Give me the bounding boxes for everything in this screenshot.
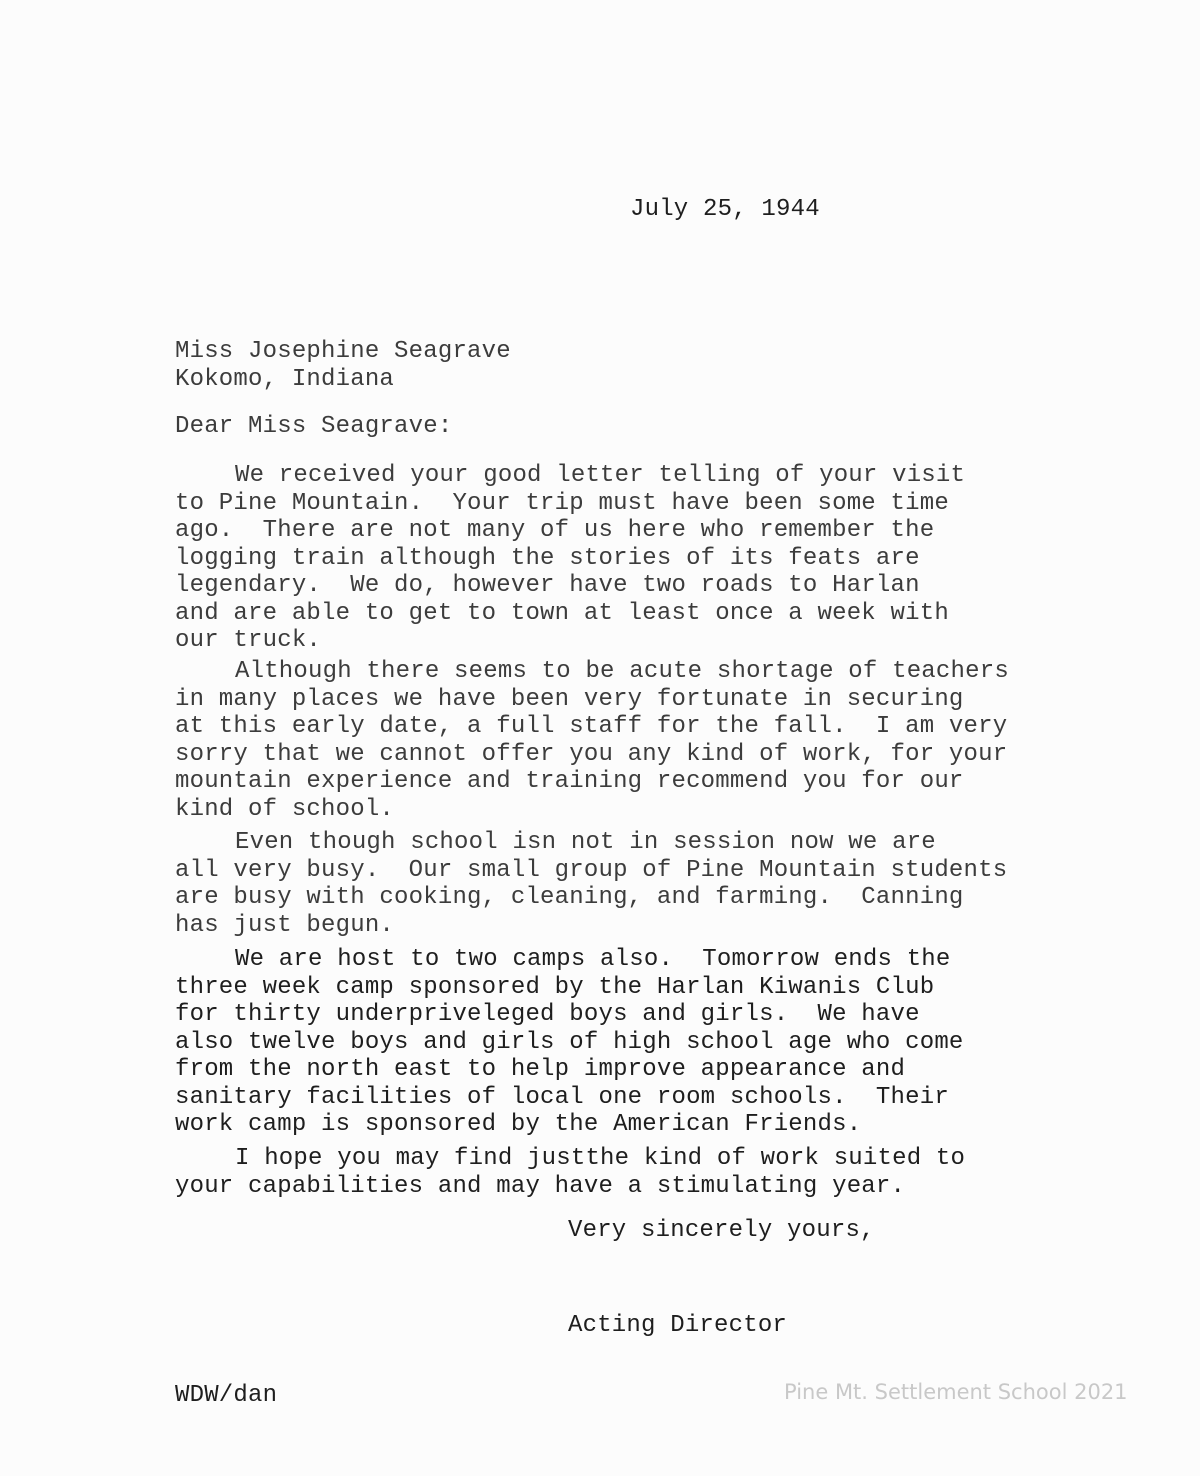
letter-date: July 25, 1944 (630, 196, 820, 223)
text-line: all very busy. Our small group of Pine Mountain students (175, 856, 1008, 884)
signature-title: Acting Director (568, 1312, 788, 1339)
recipient-address (175, 338, 511, 393)
text-line: your capabilities and may have a stimulating year. (175, 1172, 906, 1200)
watermark: Pine Mt. Settlement School 2021 (784, 1380, 1128, 1404)
text-line: ago. There are not many of us here who remember the (175, 517, 935, 544)
text-line: to Pine Mountain. Your trip must have been some time (175, 489, 949, 517)
text-line: I hope you may find justthe kind of work suited to (235, 1145, 966, 1172)
text-line: We are host to two camps also. Tomorrow ends the (235, 946, 951, 973)
text-line: at this early date, a full staff for the fall. I am very (175, 713, 1008, 740)
salutation: Dear Miss Seagrave: (175, 413, 453, 440)
text-line: kind of school. (175, 795, 395, 823)
text-line: Even though school isn not in session now we are (235, 829, 936, 856)
text-line: in many places we have been very fortunate in securing (175, 685, 964, 713)
text-line: are busy with cooking, cleaning, and farming. Canning (175, 884, 964, 911)
text-line: our truck. (175, 627, 322, 654)
paragraph-3 (175, 829, 1007, 939)
closing: Very sincerely yours, (568, 1217, 875, 1244)
paragraph-5 (175, 1145, 965, 1200)
text-line: also twelve boys and girls of high school age who come (175, 1028, 964, 1056)
typist-initials: WDW/dan (175, 1382, 278, 1409)
text-line: Although there seems to be acute shortage of teachers (235, 658, 1009, 685)
text-line: logging train although the stories of its feats are (175, 544, 920, 572)
paragraph-1 (175, 462, 965, 655)
text-line: sorry that we cannot offer you any kind of work, for your (175, 740, 1008, 768)
text-line: from the north east to help improve appearance and (175, 1056, 906, 1083)
paragraph-4 (175, 946, 964, 1139)
recipient-name: Miss Josephine Seagrave (175, 338, 511, 365)
paragraph-2 (175, 658, 1009, 823)
text-line: sanitary facilities of local one room schools. Their (175, 1083, 949, 1111)
text-line: mountain experience and training recommend you for our (175, 768, 964, 795)
recipient-location: Kokomo, Indiana (175, 365, 395, 393)
text-line: has just begun. (175, 911, 395, 939)
text-line: and are able to get to town at least once a week with (175, 599, 949, 627)
text-line: three week camp sponsored by the Harlan Kiwanis Club (175, 973, 935, 1001)
text-line: We received your good letter telling of your visit (235, 462, 966, 489)
text-line: work camp is sponsored by the American Friends. (175, 1111, 862, 1138)
text-line: for thirty underpriveleged boys and girls. We have (175, 1001, 920, 1028)
text-line: legendary. We do, however have two roads to Harlan (175, 572, 920, 599)
